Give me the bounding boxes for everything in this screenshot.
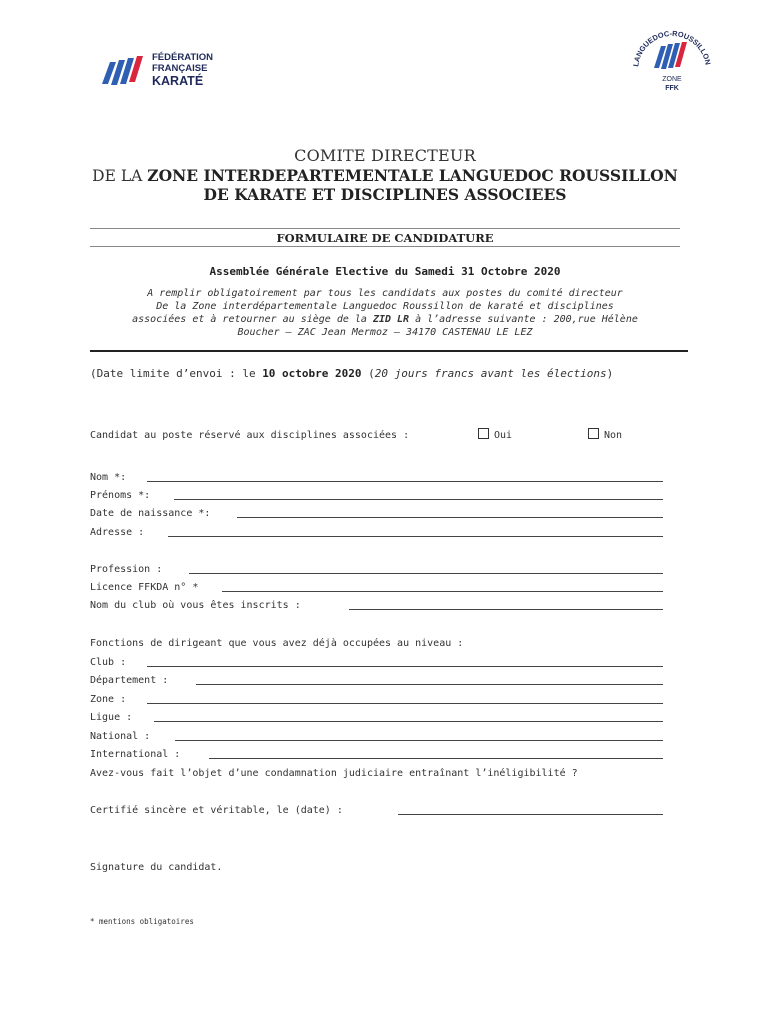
naissance-label: Date de naissance *:	[90, 508, 211, 519]
ffk-logo-line3: KARATÉ	[152, 74, 204, 88]
club-field[interactable]	[147, 666, 663, 667]
national-label: National :	[90, 731, 151, 742]
club-label: Club :	[90, 657, 127, 668]
title-line3: DE KARATE ET DISCIPLINES ASSOCIEES	[203, 185, 567, 204]
international-field[interactable]	[209, 758, 663, 759]
no-checkbox[interactable]	[588, 428, 599, 439]
naissance-field[interactable]	[237, 517, 663, 518]
title-line1: COMITE DIRECTEUR	[294, 146, 476, 165]
instructions-line3-bold: ZID LR	[372, 314, 410, 325]
section-divider	[90, 350, 688, 352]
zone-label: Zone :	[90, 694, 127, 705]
nom-field[interactable]	[147, 481, 663, 482]
club-inscrit-field[interactable]	[349, 609, 663, 610]
ligue-field[interactable]	[154, 721, 663, 722]
assembly-title: Assemblée Générale Elective du Samedi 31 Octobre 2020	[209, 265, 561, 278]
national-field[interactable]	[175, 740, 663, 741]
ligue-label: Ligue :	[90, 712, 133, 723]
option-no[interactable]	[588, 428, 622, 441]
licence-label: Licence FFKDA n° *	[90, 582, 199, 593]
club-inscrit-label: Nom du club où vous êtes inscrits :	[90, 600, 301, 611]
deadline-italic: 20 jours francs avant les élections	[374, 367, 607, 380]
prenoms-field[interactable]	[174, 499, 663, 500]
karate-stripes-icon	[100, 52, 148, 88]
signature-label: Signature du candidat.	[90, 862, 223, 873]
deadline-prefix: (Date limite d’envoi : le	[90, 367, 263, 380]
instructions-line1: A remplir obligatoirement par tous les candidats aux postes du comité directeur	[147, 288, 623, 299]
nom-label: Nom *:	[90, 472, 127, 483]
footnote: * mentions obligatoires	[90, 917, 194, 926]
zone-field[interactable]	[147, 703, 663, 704]
instructions-line2: De la Zone interdépartementale Languedoc Roussillon de karaté et disciplines	[156, 301, 614, 312]
ffk-logo-line2: FRANÇAISE	[152, 63, 208, 74]
adresse-field[interactable]	[168, 536, 663, 537]
zone-logo-line2: FFK	[665, 85, 679, 92]
certifie-label: Certifié sincère et véritable, le (date) :	[90, 805, 343, 816]
candidate-question-label: Candidat au poste réservé aux disciplines associées :	[90, 430, 410, 441]
certifie-date-field[interactable]	[398, 814, 663, 815]
zone-lr-logo	[628, 18, 716, 106]
option-no-label: Non	[604, 430, 623, 441]
title-line2-prefix: DE LA	[92, 167, 148, 185]
title-line2	[0, 166, 770, 185]
profession-field[interactable]	[189, 573, 663, 574]
profession-label: Profession :	[90, 564, 163, 575]
condamnation-question: Avez-vous fait l’objet d’une condamnation judiciaire entraînant l’inéligibilité ?	[90, 768, 578, 779]
instructions-line3	[90, 313, 680, 326]
ffk-logo	[100, 50, 230, 90]
option-yes-label: Oui	[494, 430, 513, 441]
instructions-line3-a: associées et à retourner au siège de la	[132, 314, 373, 325]
zone-stripes-icon	[654, 42, 687, 69]
functions-intro: Fonctions de dirigeant que vous avez déjà occupées au niveau :	[90, 638, 464, 649]
deadline-middle: (	[361, 367, 375, 380]
title-line2-bold: ZONE INTERDEPARTEMENTALE LANGUEDOC ROUSSILLON	[147, 166, 678, 185]
form-title: FORMULAIRE DE CANDIDATURE	[276, 231, 494, 245]
departement-label: Département :	[90, 675, 169, 686]
prenoms-label: Prénoms *:	[90, 490, 151, 501]
zone-logo-ring-text: LANGUEDOC-ROUSSILLON	[631, 28, 713, 68]
ffk-logo-line1: FÉDÉRATION	[152, 52, 214, 63]
instructions-line3-b: à l’adresse suivante : 200,rue Hélène	[409, 314, 638, 325]
option-yes[interactable]	[478, 428, 512, 441]
instructions-line4: Boucher – ZAC Jean Mermoz – 34170 CASTENAU LE LEZ	[237, 327, 533, 338]
divider-top	[90, 228, 680, 229]
deadline-date: 10 octobre 2020	[262, 367, 362, 380]
zone-logo-line1: ZONE	[662, 76, 682, 83]
licence-field[interactable]	[222, 591, 663, 592]
adresse-label: Adresse :	[90, 527, 145, 538]
deadline-suffix: )	[606, 367, 614, 380]
deadline-note	[90, 363, 670, 384]
divider-bottom	[90, 246, 680, 247]
instructions	[90, 287, 680, 339]
departement-field[interactable]	[196, 684, 663, 685]
yes-checkbox[interactable]	[478, 428, 489, 439]
international-label: International :	[90, 749, 181, 760]
